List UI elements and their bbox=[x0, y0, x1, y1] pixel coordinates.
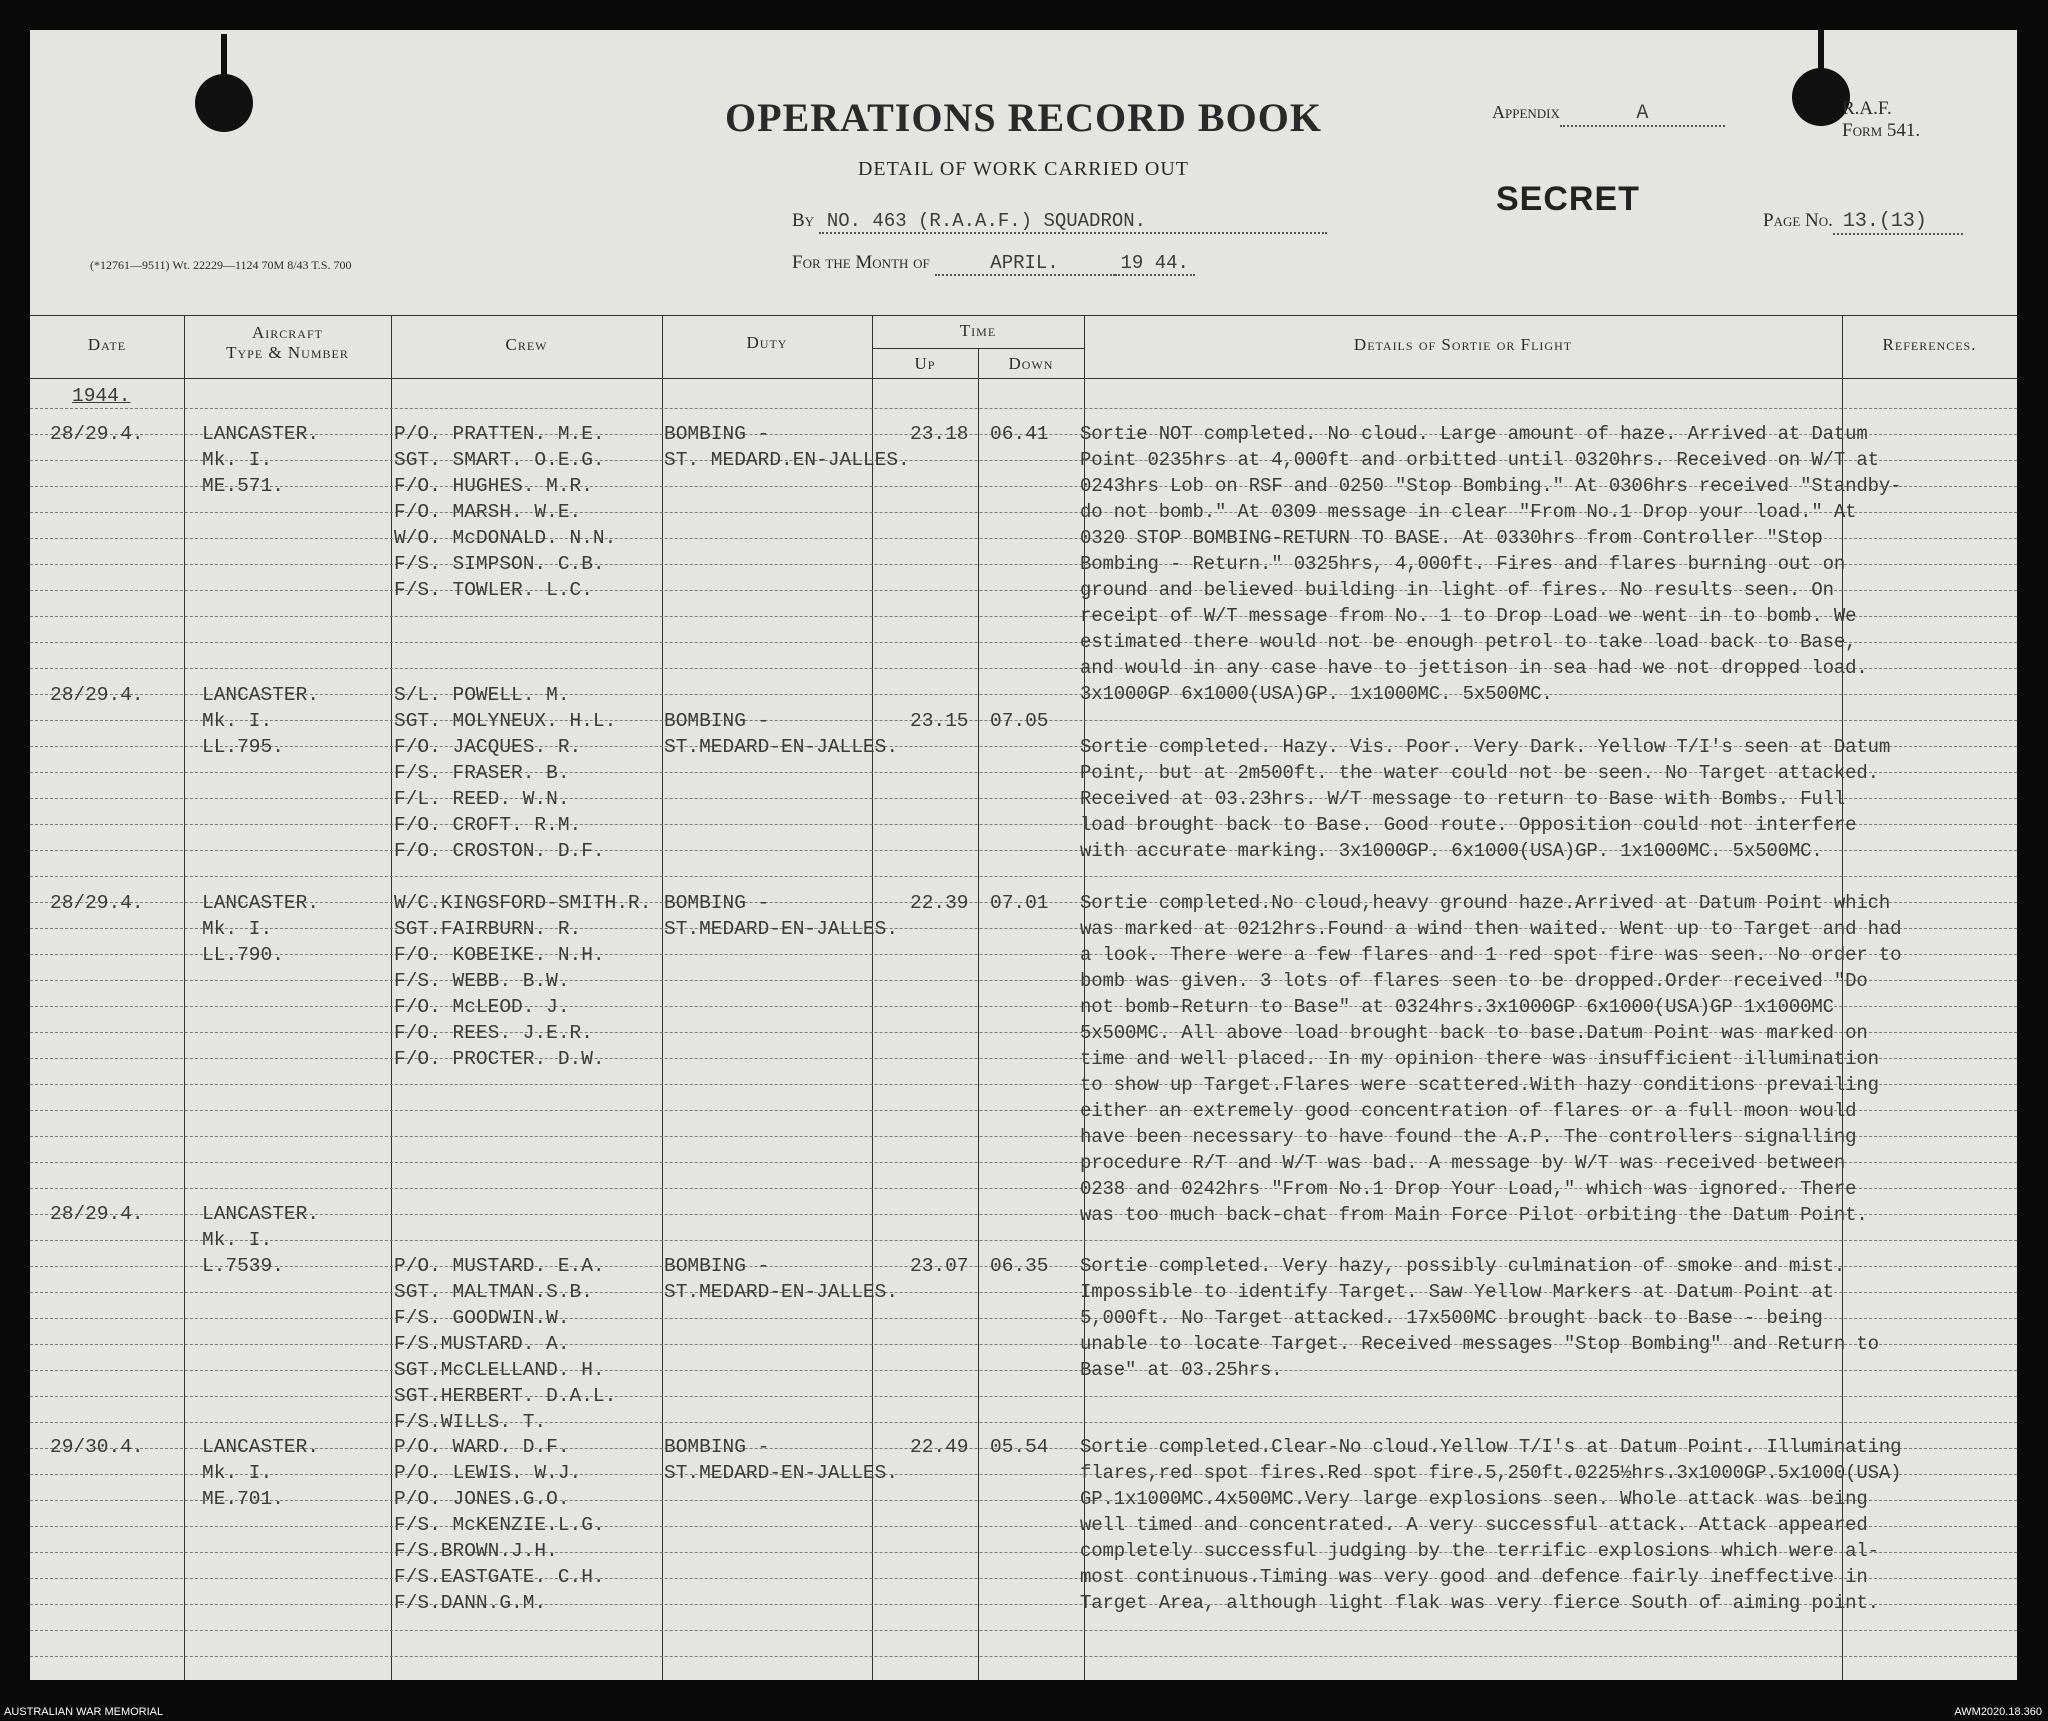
details-line: was marked at 0212hrs.Found a wind then waited. Went up to Target and had bbox=[1080, 918, 1902, 940]
duty-line: BOMBING - bbox=[664, 1436, 770, 1458]
aircraft-line: L.7539. bbox=[202, 1255, 284, 1277]
details-line: load brought back to Base. Good route. Opposition could not interfere bbox=[1080, 814, 1857, 836]
header-bottom-border bbox=[30, 378, 2017, 379]
details-line: have been necessary to have found the A.P. The controllers signalling bbox=[1080, 1126, 1857, 1148]
duty-line: BOMBING - bbox=[664, 1255, 770, 1277]
ruled-line bbox=[30, 408, 2017, 409]
crew-member: SGT.McCLELLAND. H. bbox=[394, 1359, 605, 1381]
crew-member: SGT.HERBERT. D.A.L. bbox=[394, 1385, 617, 1407]
appendix-line bbox=[1492, 102, 1725, 127]
details-line: to show up Target.Flares were scattered.With hazy conditions prevailing bbox=[1080, 1074, 1879, 1096]
time-down: 07.05 bbox=[990, 710, 1049, 732]
duty-line: ST.MEDARD-EN-JALLES. bbox=[664, 736, 899, 758]
crew-member: F/S. WEBB. B.W. bbox=[394, 970, 570, 992]
crew-member: F/S. McKENZIE.L.G. bbox=[394, 1514, 605, 1536]
page-subtitle: DETAIL OF WORK CARRIED OUT bbox=[857, 158, 1190, 180]
crew-member: F/O. McLEOD. J. bbox=[394, 996, 570, 1018]
aircraft-line: Mk. I. bbox=[202, 710, 273, 732]
page-number: 13.(13) bbox=[1833, 210, 1963, 235]
details-line: Sortie completed.No cloud,heavy ground haze.Arrived at Datum Point which bbox=[1080, 892, 1891, 914]
aircraft-line: ME.701. bbox=[202, 1488, 284, 1510]
column-header-details: Details of Sortie or Flight bbox=[1353, 335, 1573, 354]
aircraft-line: LANCASTER. bbox=[202, 1436, 320, 1458]
ruled-line bbox=[30, 1656, 2017, 1657]
column-header-time: Time bbox=[959, 321, 997, 340]
details-line: a look. There were a few flares and 1 red spot fire was seen. No order to bbox=[1080, 944, 1902, 966]
aircraft-line: LL.790. bbox=[202, 944, 284, 966]
ruled-line bbox=[30, 1630, 2017, 1631]
duty-line: BOMBING - bbox=[664, 892, 770, 914]
crew-member: P/O. MUSTARD. E.A. bbox=[394, 1255, 605, 1277]
details-line: not bomb-Return to Base" at 0324hrs.3x1000GP 6x1000(USA)GP 1x1000MC bbox=[1080, 996, 1834, 1018]
squadron-line bbox=[792, 210, 1327, 234]
year-marker: 1944. bbox=[72, 385, 131, 407]
duty-line: ST. MEDARD.EN-JALLES. bbox=[664, 449, 910, 471]
time-down: 05.54 bbox=[990, 1436, 1049, 1458]
print-code: (*12761—9511) Wt. 22229—1124 70M 8/43 T.S. 700 bbox=[90, 258, 352, 272]
year-value: 19 44. bbox=[1115, 252, 1195, 276]
archive-id: AWM2020.18.360 bbox=[1954, 1706, 2042, 1718]
details-line: most continuous.Timing was very good and defence fairly ineffective in bbox=[1080, 1566, 1868, 1588]
sortie-date: 28/29.4. bbox=[50, 423, 144, 445]
details-line: Received at 03.23hrs. W/T message to return to Base with Bombs. Full bbox=[1080, 788, 1846, 810]
form-label-1: R.A.F. bbox=[1842, 98, 1892, 119]
crew-member: F/S. TOWLER. L.C. bbox=[394, 579, 593, 601]
duty-line: BOMBING - bbox=[664, 423, 770, 445]
column-header-crew: Crew bbox=[505, 335, 548, 354]
duty-line: ST.MEDARD-EN-JALLES. bbox=[664, 1281, 899, 1303]
appendix-label: Appendix bbox=[1492, 102, 1560, 122]
details-line: 3x1000GP 6x1000(USA)GP. 1x1000MC. 5x500MC. bbox=[1080, 683, 1553, 705]
time-up: 22.39 bbox=[910, 892, 969, 914]
crew-member: W/O. McDONALD. N.N. bbox=[394, 527, 617, 549]
crew-member: F/O. PROCTER. D.W. bbox=[394, 1048, 605, 1070]
ruled-line bbox=[30, 876, 2017, 877]
crew-member: F/O. CROSTON. D.F. bbox=[394, 840, 605, 862]
crew-member: F/S. FRASER. B. bbox=[394, 762, 570, 784]
aircraft-line: Mk. I. bbox=[202, 1462, 273, 1484]
page-title: OPERATIONS RECORD BOOK bbox=[725, 95, 1322, 140]
crew-member: SGT.FAIRBURN. R. bbox=[394, 918, 582, 940]
details-line: time and well placed. In my opinion there was insufficient illumination bbox=[1080, 1048, 1879, 1070]
details-line: 0243hrs Lob on RSF and 0250 "Stop Bombing." At 0306hrs received "Standby- bbox=[1080, 475, 1902, 497]
sortie-date: 28/29.4. bbox=[50, 684, 144, 706]
time-down: 06.35 bbox=[990, 1255, 1049, 1277]
column-header-up: Up bbox=[914, 354, 936, 373]
crew-member: P/O. PRATTEN. M.E. bbox=[394, 423, 605, 445]
details-line: unable to locate Target. Received messages "Stop Bombing" and Return to bbox=[1080, 1333, 1879, 1355]
archive-credit: AUSTRALIAN WAR MEMORIAL bbox=[4, 1706, 164, 1718]
details-line: 5x500MC. All above load brought back to base.Datum Point was marked on bbox=[1080, 1022, 1868, 1044]
details-line: Impossible to identify Target. Saw Yellow Markers at Datum Point at bbox=[1080, 1281, 1834, 1303]
crew-member: P/O. JONES.G.O. bbox=[394, 1488, 570, 1510]
time-down: 07.01 bbox=[990, 892, 1049, 914]
crew-member: F/S.MUSTARD. A. bbox=[394, 1333, 570, 1355]
crew-member: F/O. REES. J.E.R. bbox=[394, 1022, 593, 1044]
crew-member: F/O. JACQUES. R. bbox=[394, 736, 582, 758]
ruled-line bbox=[30, 1370, 2017, 1371]
details-line: estimated there would not be enough petrol to take load back to Base, bbox=[1080, 631, 1857, 653]
aircraft-line: LL.795. bbox=[202, 736, 284, 758]
crew-member: S/L. POWELL. M. bbox=[394, 684, 570, 706]
aircraft-line: LANCASTER. bbox=[202, 423, 320, 445]
appendix-value: A bbox=[1560, 102, 1725, 127]
details-line: bomb was given. 3 lots of flares seen to be dropped.Order received "Do bbox=[1080, 970, 1868, 992]
details-line: flares,red spot fires.Red spot fire.5,250ft.0225½hrs.3x1000GP.5x1000(USA) bbox=[1080, 1462, 1902, 1484]
crew-member: SGT. SMART. O.E.G. bbox=[394, 449, 605, 471]
ruled-line bbox=[30, 1396, 2017, 1397]
form-label-2: Form 541. bbox=[1842, 120, 1921, 141]
crew-member: F/O. KOBEIKE. N.H. bbox=[394, 944, 605, 966]
page-number-line bbox=[1763, 210, 1963, 235]
crew-member: SGT. MOLYNEUX. H.L. bbox=[394, 710, 617, 732]
details-line: well timed and concentrated. A very successful attack. Attack appeared bbox=[1080, 1514, 1868, 1536]
crew-member: F/S. SIMPSON. C.B. bbox=[394, 553, 605, 575]
ruled-line bbox=[30, 694, 2017, 695]
sortie-date: 28/29.4. bbox=[50, 892, 144, 914]
month-label: For the Month of bbox=[792, 252, 930, 273]
crew-member: F/S.WILLS. T. bbox=[394, 1411, 547, 1433]
by-label: By bbox=[792, 210, 815, 231]
column-header-duty: Duty bbox=[746, 333, 788, 352]
aircraft-line: LANCASTER. bbox=[202, 684, 320, 706]
column-header-date: Date bbox=[87, 335, 127, 354]
duty-line: BOMBING - bbox=[664, 710, 770, 732]
time-up: 22.49 bbox=[910, 1436, 969, 1458]
details-line: 0320 STOP BOMBING-RETURN TO BASE. At 0330hrs from Controller "Stop bbox=[1080, 527, 1823, 549]
sortie-date: 28/29.4. bbox=[50, 1203, 144, 1225]
details-line: Sortie completed.Clear-No cloud.Yellow T/I's at Datum Point. Illuminating bbox=[1080, 1436, 1902, 1458]
column-header-aircraft: Aircraft Type & Number bbox=[226, 323, 349, 362]
details-line: either an extremely good concentration of flares or a full moon would bbox=[1080, 1100, 1857, 1122]
details-line: ground and believed building in light of fires. No results seen. On bbox=[1080, 579, 1834, 601]
details-line: with accurate marking. 3x1000GP. 6x1000(USA)GP. 1x1000MC. 5x500MC. bbox=[1080, 840, 1823, 862]
crew-member: P/O. LEWIS. W.J. bbox=[394, 1462, 582, 1484]
month-value: APRIL. bbox=[935, 252, 1115, 276]
details-line: Point, but at 2m500ft. the water could not be seen. No Target attacked. bbox=[1080, 762, 1879, 784]
table-top-border bbox=[30, 315, 2017, 316]
details-line: receipt of W/T message from No. 1 to Drop Load we went in to bomb. We bbox=[1080, 605, 1857, 627]
details-line: Bombing - Return." 0325hrs, 4,000ft. Fires and flares burning out on bbox=[1080, 553, 1846, 575]
details-line: Sortie completed. Hazy. Vis. Poor. Very Dark. Yellow T/I's seen at Datum bbox=[1080, 736, 1891, 758]
time-up: 23.07 bbox=[910, 1255, 969, 1277]
ruled-line bbox=[30, 1422, 2017, 1423]
details-line: Point 0235hrs at 4,000ft and orbitted until 0320hrs. Received on W/T at bbox=[1080, 449, 1879, 471]
crew-member: F/O. CROFT. R.M. bbox=[394, 814, 582, 836]
details-line: 5,000ft. No Target attacked. 17x500MC brought back to Base - being bbox=[1080, 1307, 1823, 1329]
crew-member: F/L. REED. W.N. bbox=[394, 788, 570, 810]
aircraft-line: ME.571. bbox=[202, 475, 284, 497]
details-line: and would in any case have to jettison in sea had we not dropped load. bbox=[1080, 657, 1868, 679]
details-line: was too much back-chat from Main Force Pilot orbiting the Datum Point. bbox=[1080, 1204, 1868, 1226]
ruled-line bbox=[30, 1240, 2017, 1241]
details-line: Target Area, although light flak was very fierce South of aiming point. bbox=[1080, 1592, 1879, 1614]
aircraft-line: LANCASTER. bbox=[202, 1203, 320, 1225]
details-line: procedure R/T and W/T was bad. A message by W/T was received between bbox=[1080, 1152, 1846, 1174]
month-line bbox=[792, 252, 1195, 276]
time-up: 23.18 bbox=[910, 423, 969, 445]
aircraft-line: Mk. I. bbox=[202, 1229, 273, 1251]
operations-table bbox=[30, 315, 2017, 1680]
duty-line: ST.MEDARD-EN-JALLES. bbox=[664, 1462, 899, 1484]
time-up: 23.15 bbox=[910, 710, 969, 732]
crew-member: F/S.EASTGATE. C.H. bbox=[394, 1566, 605, 1588]
aircraft-line: Mk. I. bbox=[202, 449, 273, 471]
crew-member: F/S.BROWN.J.H. bbox=[394, 1540, 558, 1562]
details-line: GP.1x1000MC.4x500MC.Very large explosions seen. Whole attack was being bbox=[1080, 1488, 1868, 1510]
crew-member: W/C.KINGSFORD-SMITH.R. bbox=[394, 892, 652, 914]
details-line: Base" at 03.25hrs. bbox=[1080, 1359, 1283, 1381]
record-sheet bbox=[30, 30, 2017, 1680]
crew-member: F/O. HUGHES. M.R. bbox=[394, 475, 593, 497]
aircraft-line: LANCASTER. bbox=[202, 892, 320, 914]
crew-member: SGT. MALTMAN.S.B. bbox=[394, 1281, 593, 1303]
column-header-references: References. bbox=[1882, 335, 1977, 354]
secret-stamp: SECRET bbox=[1496, 180, 1640, 218]
details-line: Sortie completed. Very hazy, possibly culmination of smoke and mist. bbox=[1080, 1255, 1846, 1277]
page-label: Page No. bbox=[1763, 210, 1833, 231]
crew-member: F/S. GOODWIN.W. bbox=[394, 1307, 570, 1329]
sortie-date: 29/30.4. bbox=[50, 1436, 144, 1458]
duty-line: ST.MEDARD-EN-JALLES. bbox=[664, 918, 899, 940]
squadron-value: NO. 463 (R.A.A.F.) SQUADRON. bbox=[819, 210, 1327, 234]
aircraft-line: Mk. I. bbox=[202, 918, 273, 940]
column-header-down: Down bbox=[1008, 354, 1054, 373]
crew-member: F/S.DANN.G.M. bbox=[394, 1592, 547, 1614]
details-line: Sortie NOT completed. No cloud. Large amount of haze. Arrived at Datum bbox=[1080, 423, 1868, 445]
details-line: completely successful judging by the terrific explosions which were al- bbox=[1080, 1540, 1879, 1562]
details-line: do not bomb." At 0309 message in clear "From No.1 Drop your load." At bbox=[1080, 501, 1857, 523]
crew-member: P/O. WARD. D.F. bbox=[394, 1436, 570, 1458]
details-line: 0238 and 0242hrs "From No.1 Drop Your Load," which was ignored. There bbox=[1080, 1178, 1857, 1200]
time-down: 06.41 bbox=[990, 423, 1049, 445]
crew-member: F/O. MARSH. W.E. bbox=[394, 501, 582, 523]
